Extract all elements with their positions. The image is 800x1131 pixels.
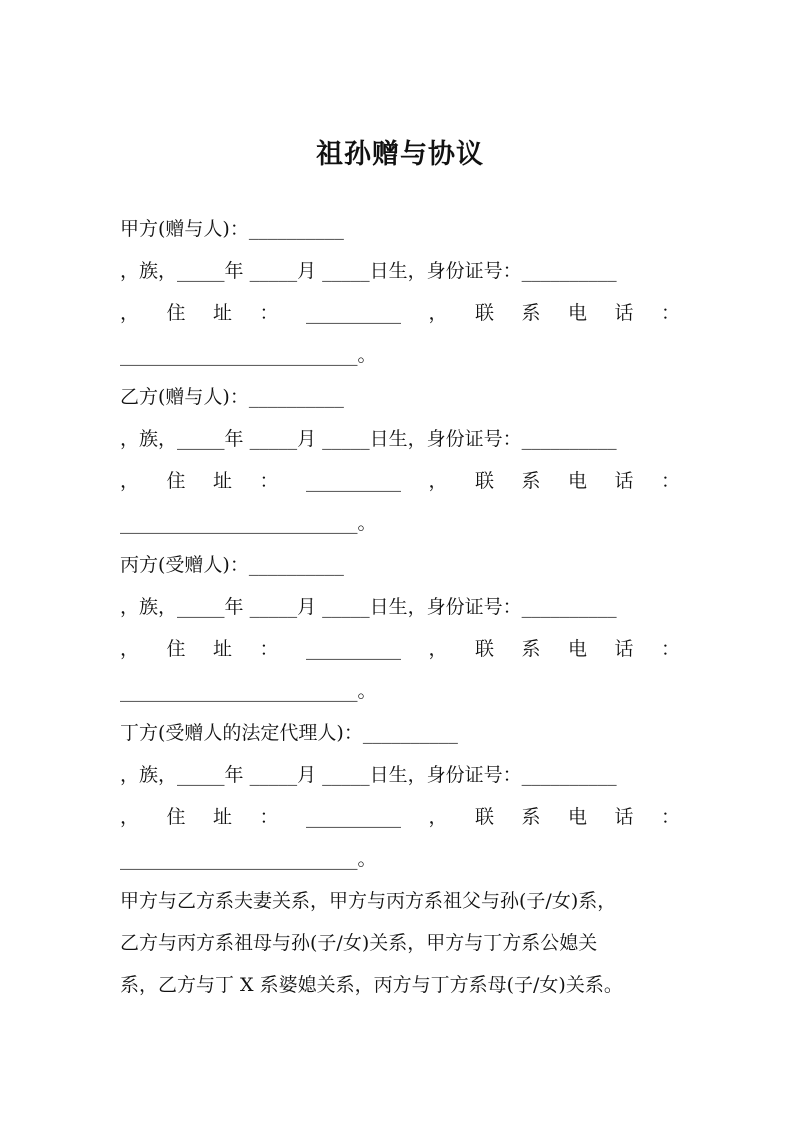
phone-colon: ： [660,470,680,492]
phone-comma: ， [428,806,448,828]
phone-colon: ： [660,806,680,828]
address-colon: ： [259,470,279,492]
party-d-line [120,712,680,754]
month-blank: _____ [249,428,298,450]
day-blank: _____ [322,260,370,282]
phone-label-hua: 话 [614,302,634,324]
address-colon: ： [259,806,279,828]
party-b-line [120,376,680,418]
month-label: 月 [297,596,317,618]
relationship-line-3: 系，乙方与丁 X 系婆媳关系，丙方与丁方系母(子/女)关系。 [120,974,623,996]
phone-label-lian: 联 [474,806,494,828]
party-d-phone-line [120,838,680,880]
party-c-name-blank: __________ [248,554,344,576]
party-b-label: 乙方(赠与人)： [120,386,249,408]
phone-label-lian: 联 [474,302,494,324]
party-d-detail-line [120,754,680,796]
document-title: 祖孙赠与协议 [316,139,484,170]
party-c-address-line [120,628,680,670]
address-comma: ， [120,470,140,492]
party-d-address-line [120,796,680,838]
party-b-detail-line [120,418,680,460]
address-comma: ， [120,806,140,828]
ethnic-label: ，族， [120,596,178,618]
phone-end: 。 [357,344,377,366]
phone-label-lian: 联 [474,470,494,492]
year-label: 年 [224,428,244,450]
phone-label-xi: 系 [521,470,541,492]
id-number-blank: __________ [521,428,617,450]
phone-label-dian: 电 [567,638,587,660]
phone-label-dian: 电 [567,302,587,324]
phone-label-hua: 话 [614,638,634,660]
day-id-label: 日生，身份证号： [369,596,522,618]
party-a-phone-line [120,334,680,376]
phone-label-lian: 联 [474,638,494,660]
address-label-zhu: 住 [166,806,186,828]
party-d-label: 丁方(受赠人的法定代理人)： [120,722,363,744]
year-label: 年 [224,596,244,618]
year-blank: _____ [177,596,225,618]
phone-label-hua: 话 [614,470,634,492]
phone-label-xi: 系 [521,638,541,660]
address-label-zhu: 住 [166,470,186,492]
phone-comma: ， [428,302,448,324]
party-c-detail-line [120,586,680,628]
ethnic-label: ，族， [120,428,178,450]
relationship-line-2: 乙方与丙方系祖母与孙(子/女)关系，甲方与丁方系公媳关 [120,932,598,954]
month-blank: _____ [249,764,298,786]
day-id-label: 日生，身份证号： [369,764,522,786]
address-blank: __________ [306,470,401,492]
phone-blank: _________________________ [120,344,358,366]
phone-blank: _________________________ [120,848,358,870]
party-a-label: 甲方(赠与人)： [120,218,249,240]
month-label: 月 [297,260,317,282]
phone-blank: _________________________ [120,680,358,702]
year-blank: _____ [177,428,225,450]
address-label-zhu: 住 [166,302,186,324]
phone-end: 。 [357,680,377,702]
party-a-detail-line [120,250,680,292]
address-label-zhi: 址 [213,470,233,492]
address-blank: __________ [306,806,401,828]
party-c-line [120,544,680,586]
party-c-phone-line [120,670,680,712]
address-blank: __________ [306,638,401,660]
party-d-name-blank: __________ [362,722,458,744]
relationship-line-1: 甲方与乙方系夫妻关系，甲方与丙方系祖父与孙(子/女)系， [120,890,617,912]
address-label-zhi: 址 [213,302,233,324]
month-blank: _____ [249,260,298,282]
party-a-name-blank: __________ [248,218,344,240]
day-id-label: 日生，身份证号： [369,428,522,450]
address-label-zhi: 址 [213,638,233,660]
address-comma: ， [120,638,140,660]
party-b-name-blank: __________ [248,386,344,408]
phone-label-xi: 系 [521,806,541,828]
phone-comma: ， [428,638,448,660]
year-blank: _____ [177,764,225,786]
party-b-address-line [120,460,680,502]
phone-end: 。 [357,848,377,870]
day-id-label: 日生，身份证号： [369,260,522,282]
day-blank: _____ [322,428,370,450]
id-number-blank: __________ [521,596,617,618]
year-label: 年 [224,260,244,282]
party-a-address-line [120,292,680,334]
address-colon: ： [259,302,279,324]
month-label: 月 [297,764,317,786]
month-blank: _____ [249,596,298,618]
party-c-label: 丙方(受赠人)： [120,554,249,576]
day-blank: _____ [322,764,370,786]
address-blank: __________ [306,302,401,324]
address-colon: ： [259,638,279,660]
id-number-blank: __________ [521,260,617,282]
ethnic-label: ，族， [120,260,178,282]
ethnic-label: ，族， [120,764,178,786]
phone-colon: ： [660,302,680,324]
address-comma: ， [120,302,140,324]
phone-label-dian: 电 [567,806,587,828]
phone-label-hua: 话 [614,806,634,828]
month-label: 月 [297,428,317,450]
day-blank: _____ [322,596,370,618]
id-number-blank: __________ [521,764,617,786]
address-label-zhu: 住 [166,638,186,660]
party-b-phone-line [120,502,680,544]
year-label: 年 [224,764,244,786]
party-a-line [120,208,680,250]
year-blank: _____ [177,260,225,282]
phone-end: 。 [357,512,377,534]
document-body [120,208,680,1006]
phone-label-xi: 系 [521,302,541,324]
phone-colon: ： [660,638,680,660]
phone-label-dian: 电 [567,470,587,492]
phone-blank: _________________________ [120,512,358,534]
phone-comma: ， [428,470,448,492]
address-label-zhi: 址 [213,806,233,828]
